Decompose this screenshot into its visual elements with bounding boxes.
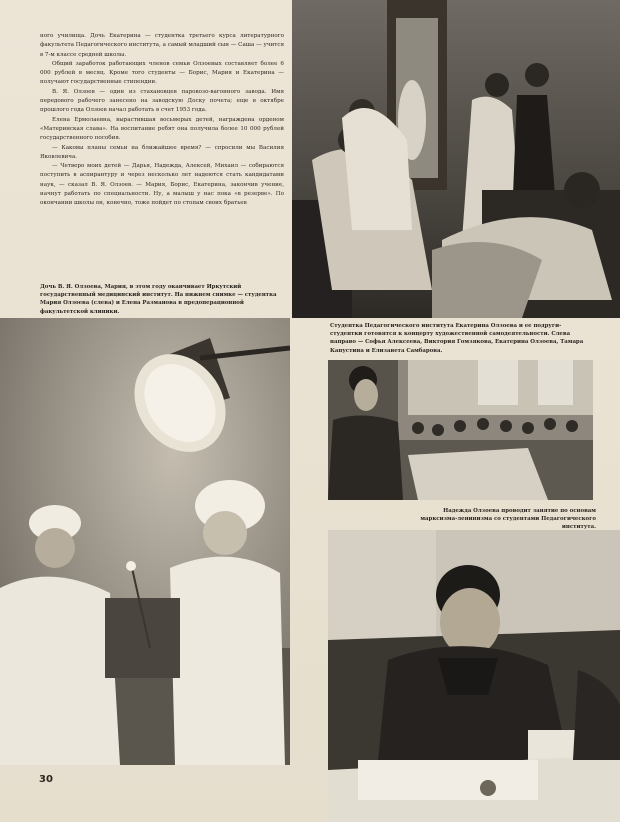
caption-maria: Дочь В. Я. Олзоева, Мария, в этом году оканчивает Иркутский государственный медицинский институт. На нижнем снимке — студентка Мария Олзоева (слева) и Елена Разманова в предоперационной факультетской клиники. <box>40 284 277 315</box>
article-paragraph: ного училища. Дочь Екатерина — студентка третьего курса литературного факультета Педагогического института, а самый младший сын — Саша — учится в 7-м классе средней школы. <box>40 33 284 58</box>
photo-nadezhda-lesson <box>328 360 593 500</box>
caption-ekaterina: Студентка Педагогического института Екатерина Олзоева и ее подруги-студентки готовятся к концерту художественной самодеятельности. Слева направо — Софья Алексеева, Виктория Гомзякова, Екатерина Олзоева, Тамара Капустина и Елизавета Самбарова. <box>330 323 584 354</box>
photo-medical-students <box>0 318 290 765</box>
article-paragraph: — Каковы планы семьи на ближайшее время? — спросили мы Василия Яковлевича. <box>40 144 284 160</box>
photo-students-concert <box>292 0 620 318</box>
article-paragraph: — Четверо моих детей — Дарья, Надежда, Алексей, Михаил — собираются поступить в аспирантуру и через несколько лет надеются стать кандидатами наук, — сказал В. Я. Олзоев. — Мария, Борис, Екатерина, закончив учение, начнут работать по специальности. Ну, а малыш у нас пока «в резерве». По окончании школы он, конечно, тоже пойдет по стопам своих братьев <box>40 163 284 207</box>
article-text <box>40 32 284 209</box>
article-paragraph: В. Я. Олзоев — один из стахановцев паровозо-вагонного завода. Имя передового рабочего занесено на заводскую Доску почета; еще в октябре прошлого года Олзоев начал работать в счет 1953 года. <box>40 88 284 114</box>
caption-nadezhda: Надежда Олзоева проводит занятие по основам марксизма-ленинизма со студентами Педагогического института. <box>420 508 596 531</box>
photo-mikhail-report <box>328 530 620 822</box>
article-paragraph: Общий заработок работающих членов семьи Олзоевых составляет более 6 000 рублей в месяц. Кроме того студенты — Борис, Мария и Екатерина — получают государственные стипендии. <box>40 60 284 86</box>
article-paragraph: Елена Ермолаевна, вырастившая восьмерых детей, награждена орденом «Материнская слава». На воспитание ребят она получила более 10 000 рублей государственного пособия. <box>40 116 284 142</box>
page-number: 30 <box>39 774 53 785</box>
